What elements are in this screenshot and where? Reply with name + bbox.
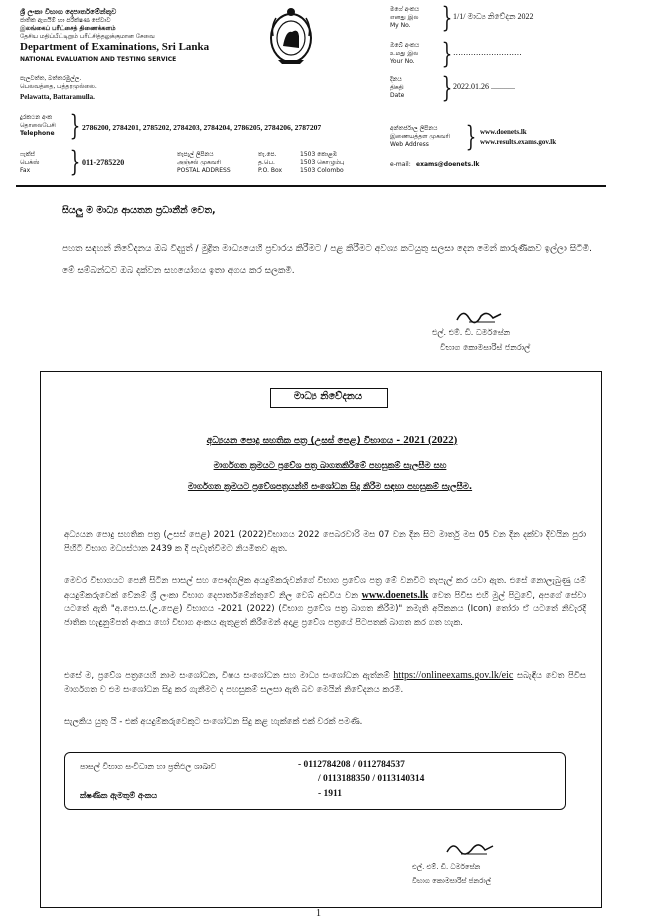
date-brace: }	[441, 71, 453, 104]
contact-label-branch: පාසල් විභාග සංවිධාන හා ප්‍රතිඵල ශාඛාව	[80, 762, 217, 771]
postal-label-si: තැපැල් ලිපිනය	[177, 151, 214, 158]
postal-box-si: තැ.පෙ.	[258, 151, 277, 158]
postal-city-si: 1503 කොළඹ	[300, 151, 338, 158]
signature-mark	[455, 306, 503, 326]
email-value[interactable]: exams@doenets.lk	[416, 161, 480, 168]
postal-label-en: POSTAL ADDRESS	[177, 167, 231, 174]
postal-box-en: P.O. Box	[258, 167, 283, 174]
para3-text-a: එසේ ම, ප්‍රවේශ පත්‍රයෙහි නාම සංශෝධන, විෂය සංශෝධන සහ මාධ්‍ය සංශෝධන ඇත්නම්	[64, 671, 394, 681]
salutation: සියලු ම මාධ්‍ය ආයතන ප්‍රධානීන් වෙත,	[62, 205, 216, 216]
address-en: Pelawatta, Battaramulla.	[20, 93, 95, 101]
contact-numbers-line-1: - 0112784208 / 0112784537	[298, 760, 405, 770]
doenets-link[interactable]: www.doenets.lk	[361, 589, 429, 601]
date-value: 2022.01.26 ............	[453, 82, 515, 91]
dept-name-en: Department of Examinations, Sri Lanka	[20, 41, 210, 53]
letter-signer-name: එල්. එම්. ඩී. ධර්මසේන	[432, 328, 511, 337]
service-name-ta: தேசிய மதிப்பீட்டிறும் பரீட்சித்தலுக்குமான சேவை	[20, 33, 155, 40]
postal-box-ta: த.பெ.	[258, 159, 275, 166]
my-no-value: 1/1/ මාධ්‍ය නිවේදන 2022	[453, 12, 534, 21]
exam-title-si: අධ්‍යයන පොදු සහතික පත්‍ර (උසස් පෙළ) විභාගය -	[206, 436, 404, 446]
online-exams-link[interactable]: https://onlineexams.gov.lk/eic	[393, 670, 514, 681]
telephone-label-en: Telephone	[20, 130, 55, 137]
your-no-label-si: ඔබේ අංකය	[390, 42, 420, 49]
your-no-label-ta: உமது இல	[390, 50, 419, 57]
date-label-en: Date	[390, 92, 405, 99]
web-label-si: අන්තර්ජාල ලිපිනය	[390, 125, 438, 132]
telephone-brace: }	[69, 109, 81, 142]
service-name-en: NATIONAL EVALUATION AND TESTING SERVICE	[20, 56, 177, 63]
telephone-label-si: දුරකථන අංක	[20, 114, 53, 121]
postal-city-ta: 1503 கொழும்பு	[300, 159, 345, 166]
email-label: e-mail:	[390, 161, 411, 168]
fax-label-si: ෆැක්ස්	[20, 151, 35, 158]
contact-label-hotline: ක්ෂණික ඇමතුම් අංකය	[80, 791, 158, 800]
contact-numbers-line-2: / 0113188350 / 0113140314	[318, 774, 425, 784]
notice-paragraph-2	[64, 575, 586, 630]
my-no-label-si: මගේ අංකය	[390, 6, 420, 13]
contact-hotline-number: - 1911	[318, 789, 343, 799]
fax-label-en: Fax	[20, 167, 31, 174]
web-label-ta: இணையத்தள முகவரி	[390, 133, 450, 140]
dept-name-ta: இலங்கைப் பரீட்சைத் திணைக்களம்	[20, 25, 116, 32]
service-name-si: ජාතික ඇගයීම් හා පරීක්ෂණ සේවාව	[20, 17, 111, 24]
date-label-si: දිනය	[390, 76, 402, 83]
fax-label-ta: பெக்ஸ்	[20, 159, 40, 166]
para2-text-a: මෙවර විභාගයට පෙනී සිටින පාසල් සහ පෞද්ගලික අයදුම්කරුවන්ගේ විභාග ප්‍රවේශ පත්‍ර මේ වනවිට තැපැල් කර යවා ඇත. එසේ නොලැබුණු යම් අයදුම්කරුවෙක් වේනම් ශ්‍රී ලංකා විභාග දෙපාර්තමේන්තුවේ නිල වෙබ් අඩවිය වන	[64, 576, 586, 601]
header-divider	[16, 185, 606, 187]
exam-title-year: 2021 (2022)	[403, 434, 458, 446]
telephone-label-ta: தொலைபேசி	[20, 122, 56, 129]
postal-city-en: 1503 Colombo	[300, 167, 344, 174]
notice-paragraph-4: සැලකිය යුතු යි - එක් අයදුම්කරුවෙකුට සංශෝධන සිදු කළ හැක්කේ එක් වරක් පමණි.	[64, 717, 363, 727]
page-number: 1	[316, 908, 321, 919]
exam-title	[122, 434, 542, 446]
fax-brace: }	[69, 145, 81, 178]
signature-mark-notice	[445, 838, 495, 858]
fax-value: 011-2785220	[82, 158, 125, 167]
my-no-brace: }	[441, 1, 453, 34]
notice-paragraph-3	[64, 669, 586, 697]
web-brace: }	[465, 120, 477, 153]
notice-signer-title: විභාග කොමසාරිස් ජනරාල්	[412, 877, 491, 885]
para3-text-b: සබැඳිය වෙත පිවිස මාර්ගගත ව එම සංශෝධන සිදු කර ගැනීමට ද පහසුකම් සලසා ඇති බව මෙයින් නිවේදනය කරමි.	[64, 671, 586, 695]
telephone-value: 2786200, 2784201, 2785202, 2784203, 2784204, 2786205, 2784206, 2787207	[82, 123, 322, 132]
web-value-2[interactable]: www.results.exams.gov.lk	[480, 138, 557, 146]
notice-paragraph-1: අධ්‍යයන පොදු සහතික පත්‍ර (උසස් පෙළ) 2021 (2022)විභාගය 2022 පෙබරවාරි මස 07 වන දින සිට මාර්තු මස 05 වන දින දක්වා දිවයින පුරා පිහිටි විභාග මධ්‍යස්ථාන 2439 ක දී පැවැත්වීමට නියමිතව ඇත.	[64, 530, 586, 554]
notice-signer-name: එල්. එම්. ඩී. ධර්මසේන	[412, 863, 481, 871]
address-si: පැලවත්ත, බත්තරමුල්ල.	[20, 75, 82, 82]
address-ta: பெலவத்தை, பத்தரமுல்லை.	[20, 83, 97, 90]
web-value-1[interactable]: www.doenets.lk	[480, 128, 527, 136]
postal-label-ta: அஞ்சல் முகவரி	[177, 159, 221, 166]
your-no-value: ...........................	[453, 48, 522, 57]
notice-subtitle-1: මාර්ගගත ක්‍රමයට ප්‍රවේශ පත්‍ර බාගතකිරීමේ පහසුකම් සැලසීම සහ	[213, 461, 447, 471]
para2-text-b: වෙත පිවිස එහි මුල් පිටුවේ, අපගේ සේවා යටතේ ඇති "අ.පො.ස.(උ.පෙළ) විභාගය -2021 (2022) (විභාග ප්‍රවේශ පත්‍ර බාගත කිරීම)" නමැති අයිකනය (Icon) තෝරා ඒ යටතේ නිවැරදි ජාතික හැඳුනුම්පත් අංකය හෝ විභාග අංකය ඇතුළත් කිරීමෙන් අදාළ ප්‍රවේශ පත්‍රයේ පිටපතක් බාගත කර ගත හැක.	[64, 590, 586, 628]
your-no-brace: }	[441, 37, 453, 70]
your-no-label-en: Your No.	[390, 58, 415, 65]
my-no-label-en: My No.	[390, 22, 411, 29]
letter-signer-title: විභාග කොමසාරිස් ජනරාල්	[440, 343, 531, 352]
media-notice-box	[40, 371, 602, 908]
sri-lanka-emblem	[268, 6, 314, 66]
web-label-en: Web Address	[390, 141, 429, 148]
notice-subtitle-2: මාර්ගගත ක්‍රමයට ප්‍රවේශපත්‍රයන්හි සංශෝධන සිදු කිරීම සඳහා පහසුකම් සැලසීම.	[187, 482, 473, 492]
my-no-label-ta: எனது இல	[390, 14, 419, 21]
date-label-ta: திகதி	[390, 84, 404, 91]
letter-body: පහත සඳහන් නිවේදනය ඔබ විද්‍යුත් / මුද්‍රිත මාධ්‍යයෙහි ප්‍රචාරය කිරීමට / පළ කිරීමට අවශ්‍ය කටයුතු සලසා දෙන මෙන් කාරුණිකව ඉල්ලා සිටිමි. මේ සම්බන්ධව ඔබ දක්වන සහයෝගය ඉතා අගය කර සලකමි.	[62, 244, 592, 276]
dept-name-si: ශ්‍රී ලංකා විභාග දෙපාර්තමේන්තුව	[20, 8, 117, 16]
notice-heading: මාධ්‍ය නිවේදනය	[293, 391, 363, 402]
